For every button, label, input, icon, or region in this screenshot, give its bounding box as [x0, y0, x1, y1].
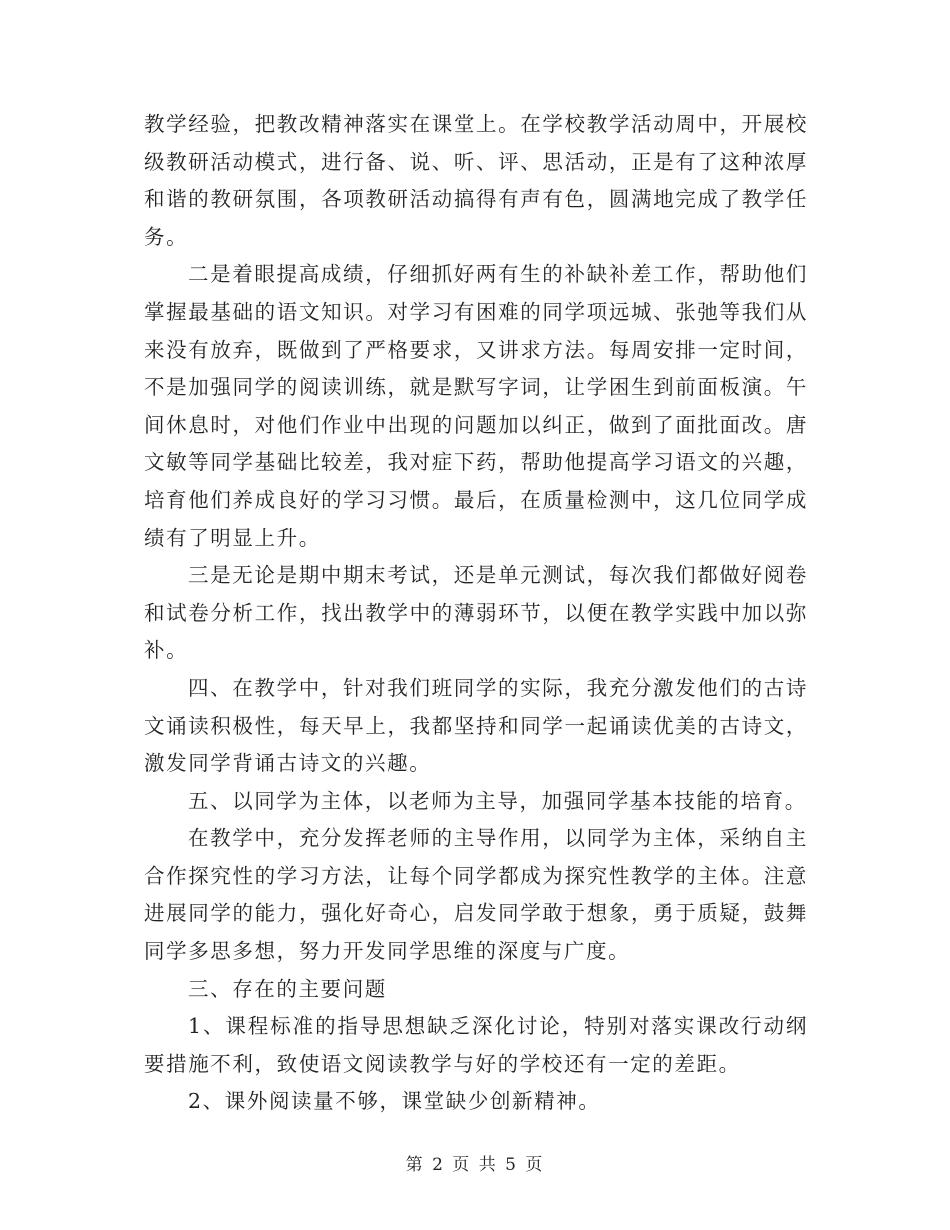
document-body: [144, 106, 808, 1121]
paragraph-improve-grades: 二是着眼提高成绩，仔细抓好两有生的补缺补差工作，帮助他们掌握最基础的语文知识。对学习有困难的同学项远城、张弛等我们从来没有放弃，既做到了严格要求，又讲求方法。每周安排一定时间，不是加强同学的阅读训练，就是默写字词，让学困生到前面板演。午间休息时，对他们作业中出现的问题加以纠正，做到了面批面改。唐文敏等同学基础比较差，我对症下药，帮助他提高学习语文的兴趣，培育他们养成良好的学习习惯。最后，在质量检测中，这几位同学成绩有了明显上升。: [144, 262, 808, 550]
paragraph-problem-2: 2、课外阅读量不够，课堂缺少创新精神。: [188, 1089, 601, 1114]
page-number-footer: 第 2 页 共 5 页: [405, 1155, 545, 1175]
paragraph-teacher-guidance: 在教学中，充分发挥老师的主导作用，以同学为主体，采纳自主合作探究性的学习方法，让每个同学都成为探究性教学的主体。注意进展同学的能力，强化好奇心，启发同学敢于想象，勇于质疑，鼓舞同学多思多想，努力开发同学思维的深度与广度。: [144, 826, 808, 964]
section-heading-problems: 三、存在的主要问题: [188, 976, 387, 1001]
paragraph-classical-poetry: 四、在教学中，针对我们班同学的实际，我充分激发他们的古诗文诵读积极性，每天早上，我都坚持和同学一起诵读优美的古诗文，激发同学背诵古诗文的兴趣。: [144, 675, 808, 776]
paragraph-exam-analysis: 三是无论是期中期末考试，还是单元测试，每次我们都做好阅卷和试卷分析工作，找出教学中的薄弱环节，以便在教学实践中加以弥补。: [144, 563, 808, 663]
paragraph-continuation: 教学经验，把教改精神落实在课堂上。在学校教学活动周中，开展校级教研活动模式，进行备、说、听、评、思活动，正是有了这种浓厚和谐的教研氛围，各项教研活动搞得有声有色，圆满地完成了教学任务。: [144, 112, 808, 249]
paragraph-student-centered: 五、以同学为主体，以老师为主导，加强同学基本技能的培育。: [188, 788, 807, 813]
paragraph-problem-1: 1、课程标准的指导思想缺乏深化讨论，特别对落实课改行动纲要措施不利，致使语文阅读教学与好的学校还有一定的差距。: [144, 1014, 808, 1076]
